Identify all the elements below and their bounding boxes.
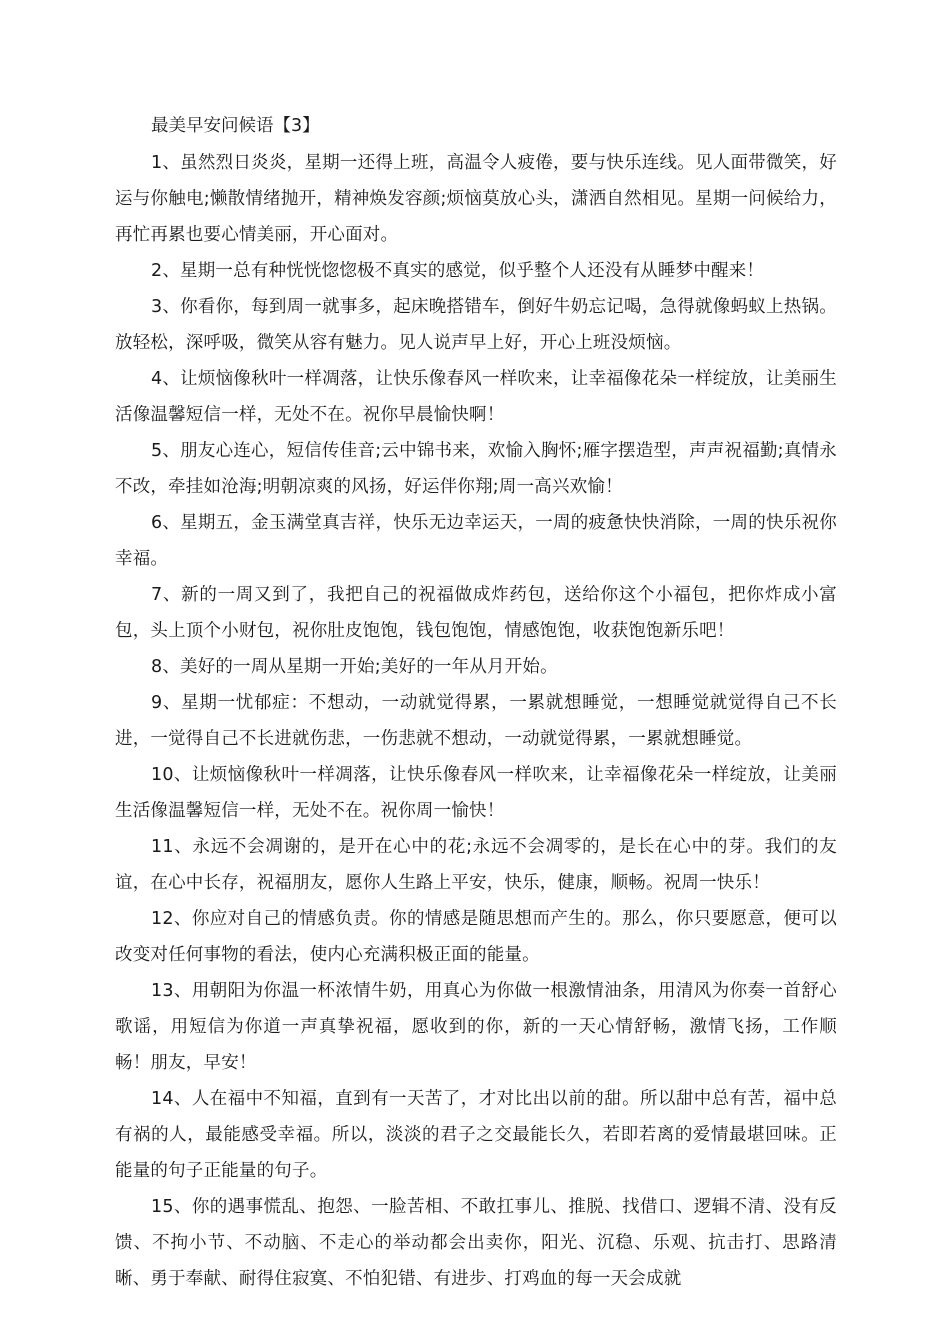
paragraph-12: 12、你应对自己的情感负责。你的情感是随思想而产生的。那么，你只要愿意，便可以改变对任何事物的看法，使内心充满积极正面的能量。 — [115, 909, 837, 965]
paragraph-9: 9、星期一忧郁症：不想动，一动就觉得累，一累就想睡觉，一想睡觉就觉得自己不长进，一觉得自己不长进就伤悲，一伤悲就不想动，一动就觉得累，一累就想睡觉。 — [115, 693, 837, 749]
paragraph-8: 8、美好的一周从星期一开始;美好的一年从月开始。 — [151, 657, 558, 677]
paragraph-7: 7、新的一周又到了，我把自己的祝福做成炸药包，送给你这个小福包，把你炸成小富包，头上顶个小财包，祝你肚皮饱饱，钱包饱饱，情感饱饱，收获饱饱新乐吧！ — [115, 585, 837, 641]
document-page — [115, 107, 837, 1297]
paragraph-6: 6、星期五，金玉满堂真吉祥，快乐无边幸运天，一周的疲惫快快消除，一周的快乐祝你幸福。 — [115, 513, 837, 569]
paragraph-1: 1、虽然烈日炎炎，星期一还得上班，高温令人疲倦，要与快乐连线。见人面带微笑，好运与你触电;懒散情绪抛开，精神焕发容颜;烦恼莫放心头，潇洒自然相见。星期一问候给力，再忙再累也要心情美丽，开心面对。 — [115, 153, 837, 245]
paragraph-10: 10、让烦恼像秋叶一样凋落，让快乐像春风一样吹来，让幸福像花朵一样绽放，让美丽生活像温馨短信一样，无处不在。祝你周一愉快！ — [115, 765, 837, 821]
paragraph-14: 14、人在福中不知福，直到有一天苦了，才对比出以前的甜。所以甜中总有苦，福中总有祸的人，最能感受幸福。所以，淡淡的君子之交最能长久，若即若离的爱情最堪回味。正能量的句子正能量的句子。 — [115, 1089, 837, 1181]
paragraph-11: 11、永远不会凋谢的，是开在心中的花;永远不会凋零的，是长在心中的芽。我们的友谊，在心中长存，祝福朋友，愿你人生路上平安，快乐，健康，顺畅。祝周一快乐！ — [115, 837, 837, 893]
paragraph-15: 15、你的遇事慌乱、抱怨、一脸苦相、不敢扛事儿、推脱、找借口、逻辑不清、没有反馈、不拘小节、不动脑、不走心的举动都会出卖你，阳光、沉稳、乐观、抗击打、思路清晰、勇于奉献、耐得住寂寞、不怕犯错、有进步、打鸡血的每一天会成就 — [115, 1197, 837, 1289]
paragraph-4: 4、让烦恼像秋叶一样凋落，让快乐像春风一样吹来，让幸福像花朵一样绽放，让美丽生活像温馨短信一样，无处不在。祝你早晨愉快啊！ — [115, 369, 837, 425]
document-title: 最美早安问候语【3】 — [151, 116, 320, 136]
paragraph-3: 3、你看你，每到周一就事多，起床晚搭错车，倒好牛奶忘记喝，急得就像蚂蚁上热锅。放轻松，深呼吸，微笑从容有魅力。见人说声早上好，开心上班没烦恼。 — [115, 297, 837, 353]
paragraph-13: 13、用朝阳为你温一杯浓情牛奶，用真心为你做一根激情油条，用清风为你奏一首舒心歌谣，用短信为你道一声真挚祝福，愿收到的你，新的一天心情舒畅，激情飞扬，工作顺畅！朋友，早安！ — [115, 981, 837, 1073]
paragraph-2: 2、星期一总有种恍恍惚惚极不真实的感觉，似乎整个人还没有从睡梦中醒来！ — [151, 261, 765, 281]
paragraph-5: 5、朋友心连心，短信传佳音;云中锦书来，欢愉入胸怀;雁字摆造型，声声祝福勤;真情永不改，牵挂如沧海;明朝凉爽的风扬，好运伴你翔;周一高兴欢愉！ — [115, 441, 837, 497]
